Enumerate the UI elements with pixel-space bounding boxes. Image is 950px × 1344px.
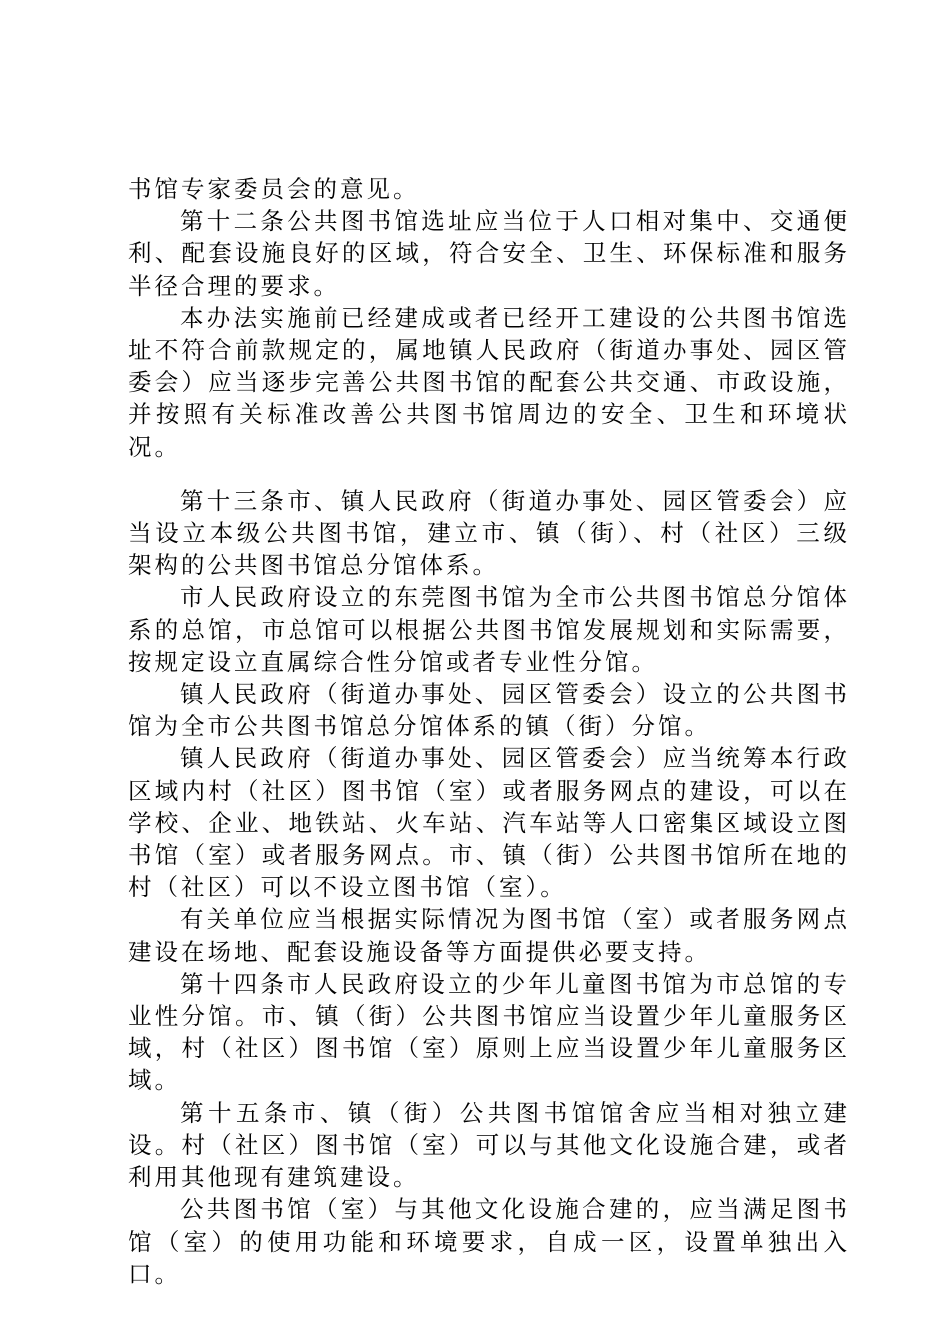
paragraph-article-13-clause-5: 有关单位应当根据实际情况为图书馆（室）或者服务网点建设在场地、配套设施设备等方面提供必要支持。 [128,905,850,966]
paragraph-article-12: 第十二条公共图书馆选址应当位于人口相对集中、交通便利、配套设施良好的区域，符合安全、卫生、环保标准和服务半径合理的要求。 [128,207,850,300]
paragraph-article-15: 第十五条市、镇（街）公共图书馆馆舍应当相对独立建设。村（社区）图书馆（室）可以与其他文化设施合建，或者利用其他现有建筑建设。 [128,1098,850,1192]
paragraph-article-13-clause-4: 镇人民政府（街道办事处、园区管委会）应当统筹本行政区域内村（社区）图书馆（室）或者服务网点的建设，可以在学校、企业、地铁站、火车站、汽车站等人口密集区域设立图书馆（室）或者服务网点。市、镇（街）公共图书馆所在地的村（社区）可以不设立图书馆（室）。 [128,744,850,902]
paragraph-article-13-clause-3: 镇人民政府（街道办事处、园区管委会）设立的公共图书馆为全市公共图书馆总分馆体系的镇（街）分馆。 [128,680,850,741]
paragraph-article-13: 第十三条市、镇人民政府（街道办事处、园区管委会）应当设立本级公共图书馆，建立市、镇（街）、村（社区）三级架构的公共图书馆总分馆体系。 [128,486,850,580]
paragraph-article-14: 第十四条市人民政府设立的少年儿童图书馆为市总馆的专业性分馆。市、镇（街）公共图书馆应当设置少年儿童服务区域，村（社区）图书馆（室）原则上应当设置少年儿童服务区域。 [128,969,850,1095]
paragraph-article-13-clause-2: 市人民政府设立的东莞图书馆为全市公共图书馆总分馆体系的总馆，市总馆可以根据公共图书馆发展规划和实际需要，按规定设立直属综合性分馆或者专业性分馆。 [128,583,850,676]
paragraph-article-15-clause-2: 公共图书馆（室）与其他文化设施合建的，应当满足图书馆（室）的使用功能和环境要求，自成一区，设置单独出入口。 [128,1195,850,1288]
paragraph-article-12-clause-2: 本办法实施前已经建成或者已经开工建设的公共图书馆选址不符合前款规定的，属地镇人民政府（街道办事处、园区管委会）应当逐步完善公共图书馆的配套公共交通、市政设施，并按照有关标准改善公共图书馆周边的安全、卫生和环境状况。 [128,303,850,461]
paragraph-continuation: 书馆专家委员会的意见。 [128,175,420,203]
document-body [128,173,850,1290]
